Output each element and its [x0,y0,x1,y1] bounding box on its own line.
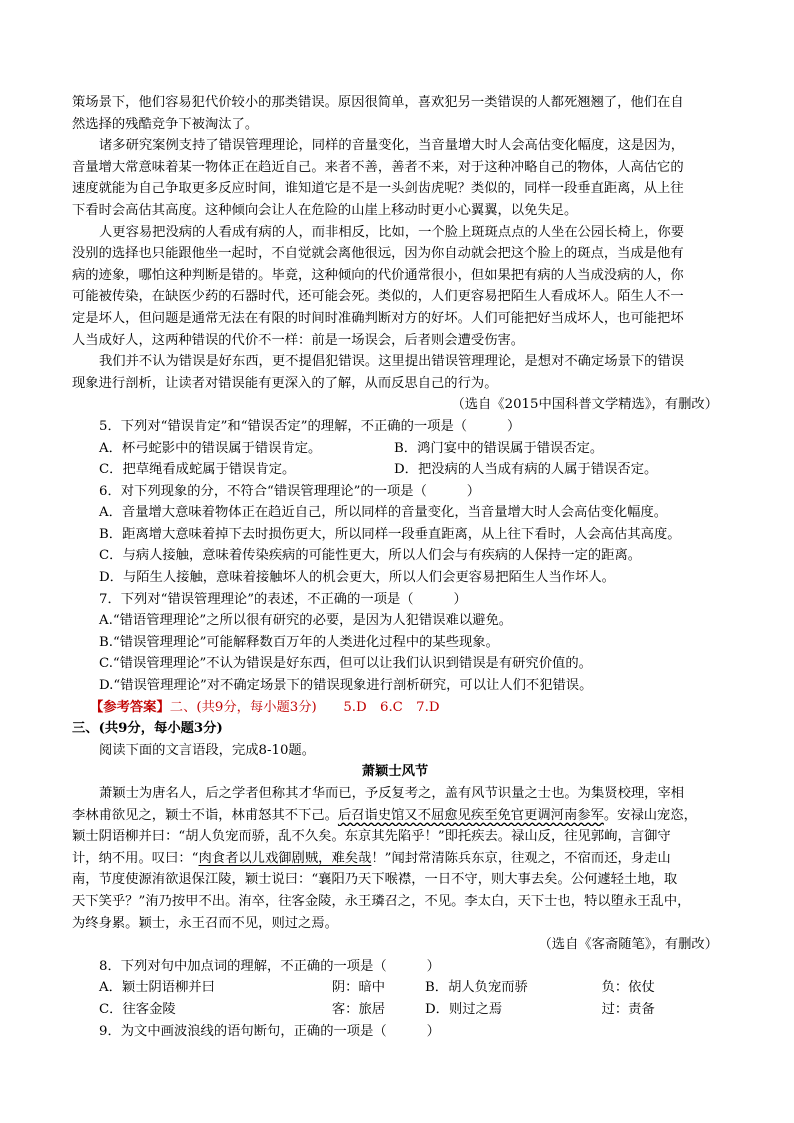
question-8-options-cd [72,999,718,1021]
question-8-stem: 8．下列对句中加点词的理解，不正确的一项是（ ） [99,958,440,974]
option-c: C．与病人接触，意味着传染疾病的可能性更大，所以人们会与有疾病的人保持一定的距离。 [99,548,642,564]
option-d: D．则过之焉 [425,1001,503,1017]
option-c: C.“错误管理理论”不认为错误是好东西，但可以让我们认识到错误是有研究价值的。 [99,656,592,672]
option-b: B．胡人负宠而骄 [425,980,528,996]
option-b-gloss: 负：依仗 [601,980,655,996]
classical-line: 天下笑乎？”洧乃按甲不出。洧卒，往客金陵，永王璘召之，不见。李太白，天下士也，特以堕永王乱中， [72,893,691,909]
option-c: C．往客金陵 [99,1001,176,1017]
option-d-gloss: 过：责备 [601,1001,655,1017]
passage-line: 诸多研究案例支持了错误管理理论，同样的音量变化，当音量增大时人会高估变化幅度，这是因为， [99,138,685,154]
question-6-stem: 6．对下列现象的分，不符合“错误管理理论”的一项是（ ） [99,483,481,499]
option-b: B．距离增大意味着掉下去时损伤更大，所以同样一段垂直距离，从上往下看时，人会高估其高度。 [99,526,681,542]
option-a: A．音量增大意味着物体正在趋近自己，所以同样的音量变化，当音量增大时人会高估变化幅度。 [99,505,668,521]
passage-line: 策场景下，他们容易犯代价较小的那类错误。原因很简单，喜欢犯另一类错误的人都死翘翘了，他们在自 [72,95,684,110]
answer-text: 二、(共9分，每小题3分) 5.D 6.C 7.D [169,699,440,715]
classical-line: 为终身累。颖士，永王召而不见，则过之焉。 [72,915,338,931]
passage-line: 没别的选择也只能跟他坐一起时，不自觉就会离他很远，因为你自动就会把这个脸上的斑点，当成是他有 [72,246,684,262]
passage-line: 现象进行剖析，让读者对错误能有更深入的了解，从而反思自己的行为。 [72,375,498,391]
option-b: B．鸿门宴中的错误属于错误否定。 [394,440,604,456]
classical-line: 南，节度使源洧欲退保江陵，颖士说曰：“襄阳乃天下喉襟，一日不守，则大事去矣。公何遽轻土地，取 [72,872,678,888]
passage-line: 音量增大常意味着某一物体正在趋近自己。来者不善，善者不来，对于这种冲略自己的物体，人高估它的 [72,159,684,175]
classical-line: 李林甫欲见之，颖士不诣，林甫怒其不下己。后召诣史馆又不屈愈见疾至免官更调河南参军。安禄山宠恣， [72,807,697,823]
option-d: D.“错误管理理论”对不确定场景下的错误现象进行剖析研究，可以让人们不犯错误。 [99,678,593,694]
option-a-gloss: 阴：暗中 [331,980,386,996]
passage-line: 下看时会高估其高度。这种倾向会让人在危险的山崖上移动时更小心翼翼，以免失足。 [72,202,578,218]
passage-line: 速度就能为自己争取更多反应时间，谁知道它是不是一头剑齿虎呢？类似的，同样一段垂直距离，从上往 [72,181,684,197]
passage-line: 人当成好人，这两种错误的代价不一样：前是一场误会，后者则会遭受伤害。 [72,332,525,348]
wavy-underlined-sentence: 后召诣史馆又不屈愈见疾至免官更调河南参军 [337,807,604,823]
question-5-options-cd [72,459,718,481]
option-a: A．颖士阴语柳并曰 [99,980,215,996]
passage-source: （选自《2015中国科普文学精选》，有删改） [451,397,718,413]
option-c-gloss: 客：旅居 [331,1001,386,1017]
passage-line: 人更容易把没病的人看成有病的人，而非相反，比如，一个脸上斑斑点点的人坐在公园长椅上，你要 [99,224,685,240]
classical-line: 萧颖士为唐名人，后之学者但称其才华而已，予反复考之，盖有风节识量之士也。为集贤校理，宰相 [99,786,685,801]
passage-source: （选自《客斋随笔》，有删改） [538,937,718,953]
document-page [72,92,718,1042]
classical-line: 计，纳不用。叹曰：“肉食者以儿戏御剧贼，难矣哉！”闻封常清陈兵东京，往观之，不宿而还，身走山 [72,850,671,866]
underlined-sentence: 肉食者以儿戏御剧贼，难矣哉 [198,850,372,866]
passage-line: 我们并不认为错误是好东西，更不提倡犯错误。这里提出错误管理理论，是想对不确定场景下的错误 [99,354,685,370]
question-7-stem: 7．下列对“错误管理理论”的表述，不正确的一项是（ ） [99,591,467,607]
option-c: C．把草绳看成蛇属于错误肯定。 [99,462,296,478]
section-3-heading: 三、(共9分，每小题3分) [72,721,223,737]
answer-tag: 【参考答案】 [90,699,170,715]
passage-line: 定是坏人，但问题是通常无法在有限的时间时准确判断对方的好坏。人们可能把好当成坏人，也可能把坏 [72,310,684,326]
passage-line: 然选择的残酷竞争下被淘汰了。 [72,116,259,132]
classical-line: 颖士阴语柳并曰：“胡人负宠而骄，乱不久矣。东京其先陷乎！”即托疾去。禄山反，往见郭峋，言御守 [72,829,671,845]
option-a: A．杯弓蛇影中的错误属于错误肯定。 [99,440,322,456]
question-5-stem: 5．下列对“错误肯定”和“错误否定”的理解，不正确的一项是（ ） [99,418,521,434]
option-a: A.“错语管理理论”之所以很有研究的必要，是因为人犯错误难以避免。 [99,613,513,629]
option-d: D．把没病的人当成有病的人属于错误否定。 [394,462,658,478]
passage-line: 可能被传染，在缺医少药的石器时代，还可能会死。类似的，人们更容易把陌生人看成坏人。陌生人不一 [72,289,684,305]
question-8-options-ab [72,977,718,999]
option-b: B.“错误管理理论”可能解释数百万年的人类进化过程中的某些现象。 [99,634,499,650]
question-9-stem: 9．为文中画波浪线的语句断句，正确的一项是（ ） [99,1023,440,1039]
question-5-options-ab [72,438,718,460]
reference-answer [72,697,718,719]
passage-line: 病的迹象，哪怕这种判断是错的。毕竟，这种倾向的代价通常很小，但如果把有病的人当成没病的人，你 [72,267,684,283]
section-3-intro: 阅读下面的文言语段，完成8-10题。 [99,742,316,758]
option-d: D．与陌生人接触，意味着接触坏人的机会更大，所以人们会更容易把陌生人当作坏人。 [99,570,615,586]
passage-title: 萧颖士风节 [361,764,429,780]
